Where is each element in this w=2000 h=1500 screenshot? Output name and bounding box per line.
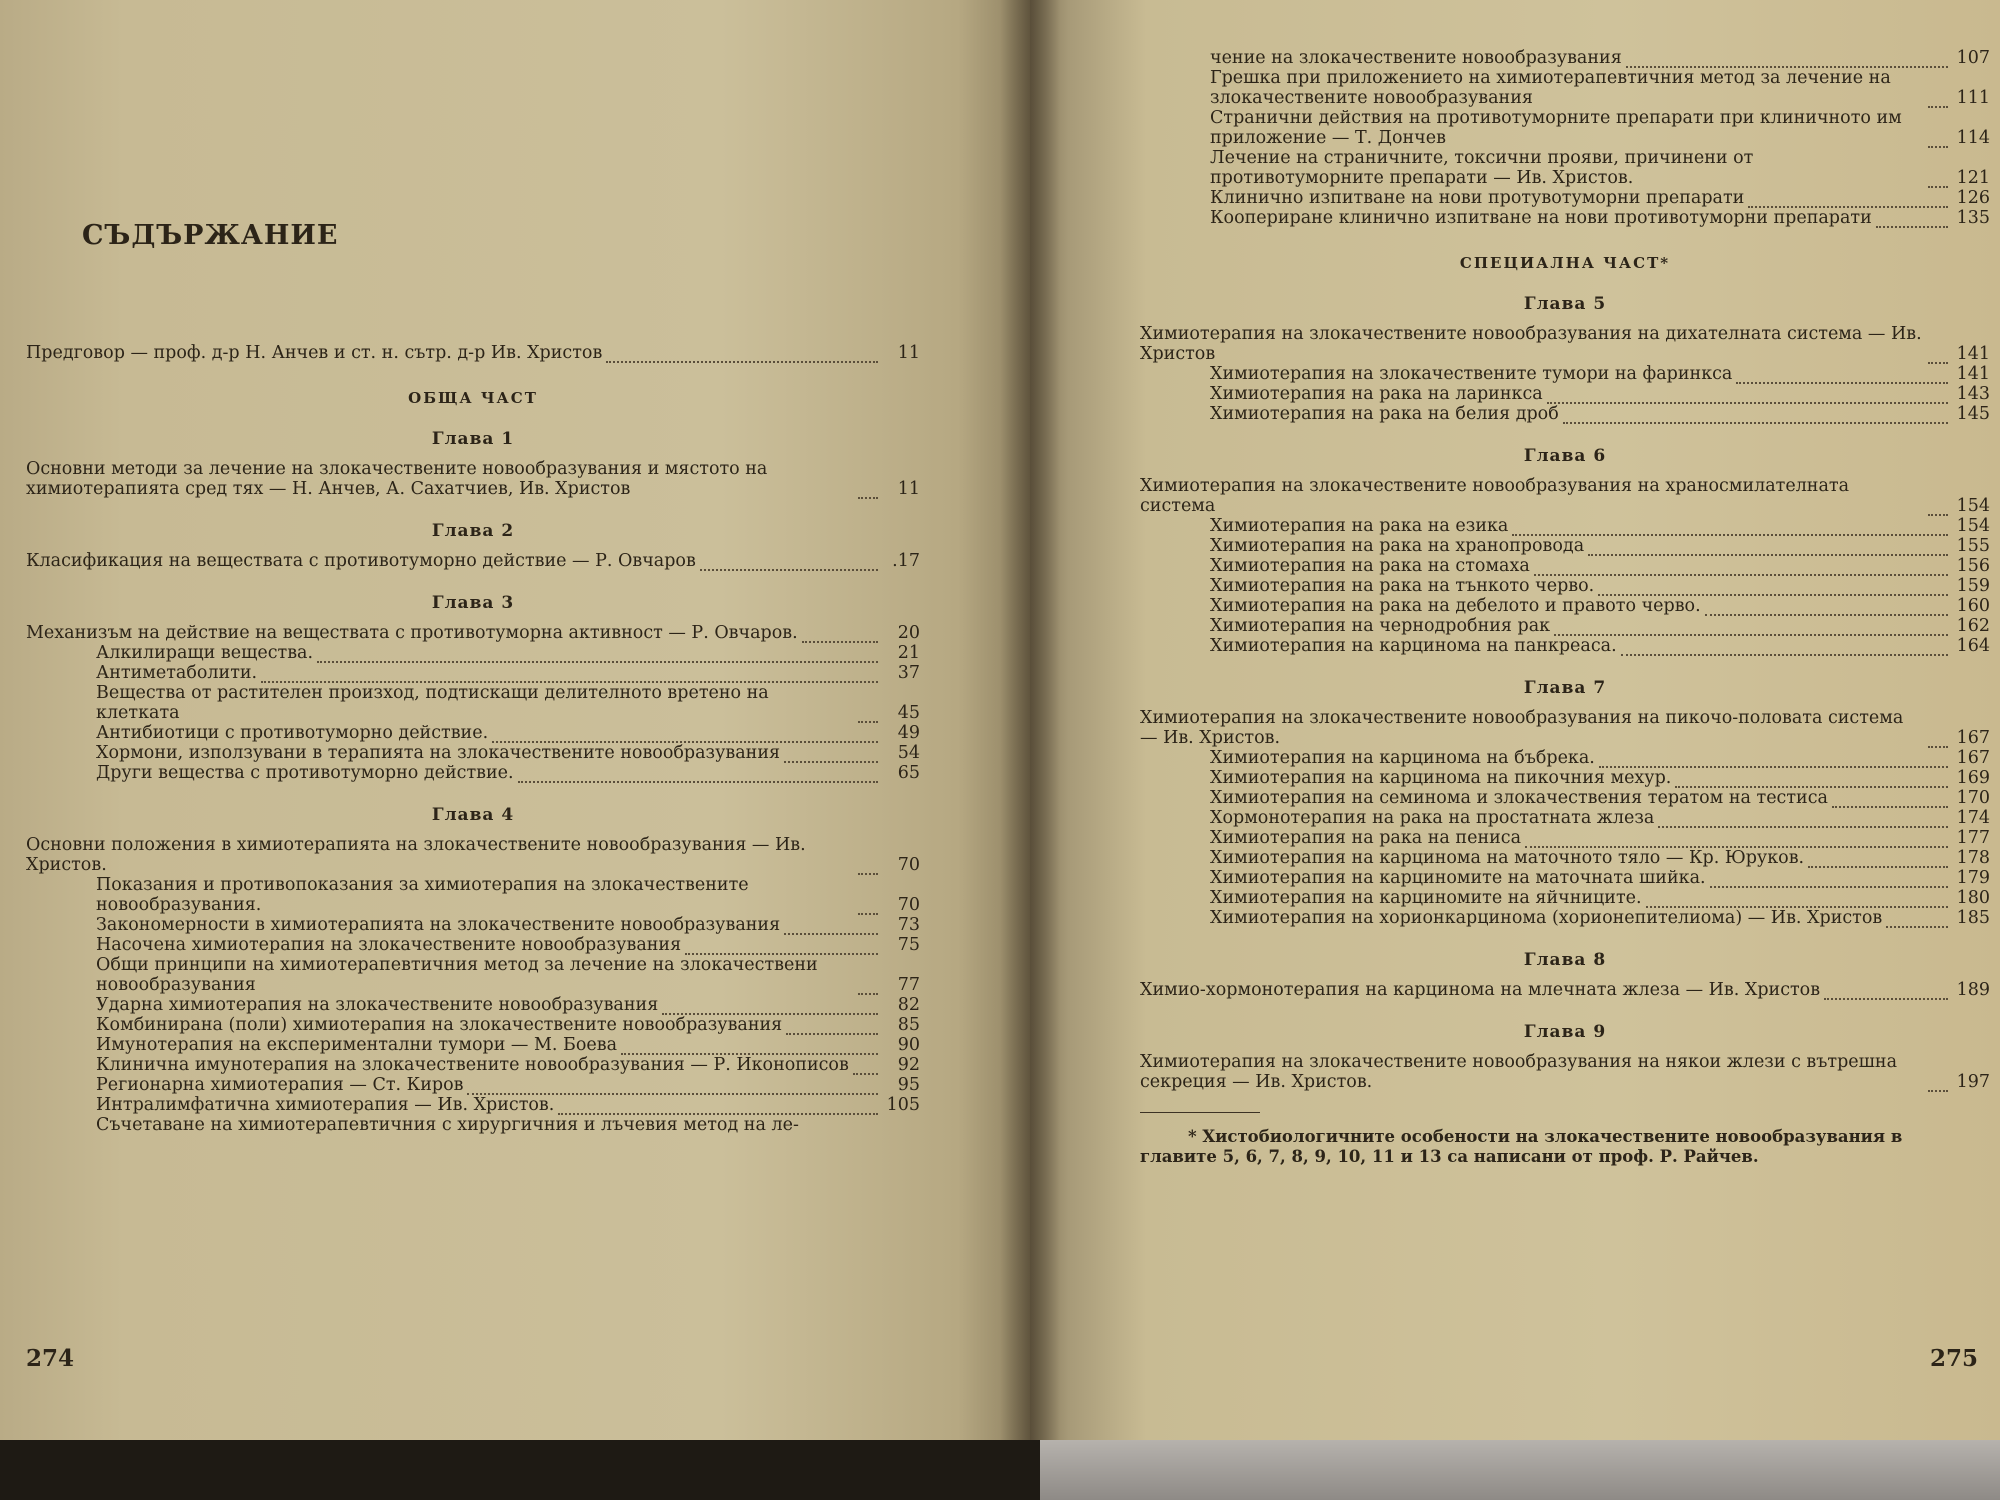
dot-leader xyxy=(1832,792,1948,808)
toc-entry xyxy=(1140,616,1990,636)
dot-leader xyxy=(317,647,878,663)
toc-entry-title: Други вещества с противотуморно действие. xyxy=(96,763,514,783)
toc-entry-page: 77 xyxy=(897,975,920,995)
dot-leader xyxy=(1886,912,1948,928)
toc-entry-page: 179 xyxy=(1956,868,1990,888)
dot-leader xyxy=(1658,812,1948,828)
toc-entry-page: 154 xyxy=(1956,516,1990,536)
dot-leader xyxy=(606,347,878,363)
toc-entry-title: чение на злокачествените новообразувания xyxy=(1210,48,1622,68)
chapter-heading: Глава 4 xyxy=(431,805,515,825)
toc-entry xyxy=(1140,848,1990,868)
chapter-heading: Глава 2 xyxy=(431,521,515,541)
toc-entry-page: 70 xyxy=(897,855,920,875)
toc-entry-page: 155 xyxy=(1956,536,1990,556)
toc-entry-page: 169 xyxy=(1956,768,1990,788)
toc-entry xyxy=(1140,536,1990,556)
toc-entry-page: 92 xyxy=(897,1055,920,1075)
dot-leader xyxy=(1928,92,1948,108)
toc-entry-title: Химиотерапия на карцинома на бъбрека. xyxy=(1210,748,1595,768)
toc-entry-title: Хормонотерапия на рака на простатната жлеза xyxy=(1210,808,1655,828)
toc-entry-page: 145 xyxy=(1956,404,1990,424)
toc-entry-page: 154 xyxy=(1956,496,1990,516)
toc-entry-title: Клинична имунотерапия на злокачествените новообразувания — Р. Иконописов xyxy=(96,1055,849,1075)
dot-leader xyxy=(1512,520,1948,536)
toc-entry xyxy=(26,1055,920,1075)
toc-entry xyxy=(26,1015,920,1035)
toc-entry-title: Химиотерапия на карцинома на пикочния мехур. xyxy=(1210,768,1672,788)
toc-entry xyxy=(1140,636,1990,656)
toc-entry xyxy=(26,683,920,723)
toc-entry-title: Комбинирана (поли) химиотерапия на злокачествените новообразувания xyxy=(96,1015,783,1035)
dot-leader xyxy=(858,899,878,915)
dot-leader xyxy=(802,627,878,643)
toc-entry-page: 189 xyxy=(1956,980,1990,1000)
toc-entry-title: Химиотерапия на карцинома на маточното тяло — Кр. Юруков. xyxy=(1210,848,1805,868)
toc-entry-page: 156 xyxy=(1956,556,1990,576)
toc-entry xyxy=(1140,384,1990,404)
dot-leader xyxy=(1621,640,1948,656)
toc-entry xyxy=(26,743,920,763)
right-page xyxy=(1030,0,2000,1440)
toc-entry-title: Химиотерапия на чернодробния рак xyxy=(1210,616,1551,636)
toc-entry xyxy=(26,915,920,935)
toc-entry-title: Химиотерапия на рака на езика xyxy=(1210,516,1509,536)
dot-leader xyxy=(1928,500,1948,516)
toc-entry xyxy=(1140,516,1990,536)
toc-entry-title: Класификация на веществата с противотуморно действие — Р. Овчаров xyxy=(26,551,696,571)
right-toc-content xyxy=(1140,48,1990,1092)
toc-entry-page: 164 xyxy=(1956,636,1990,656)
toc-entry-page: 135 xyxy=(1956,208,1990,228)
left-page xyxy=(0,0,1030,1440)
toc-entry-page: 90 xyxy=(897,1035,920,1055)
dot-leader xyxy=(558,1099,878,1115)
dot-leader xyxy=(858,483,878,499)
toc-entry xyxy=(26,835,920,875)
dot-leader xyxy=(662,999,878,1015)
toc-entry xyxy=(26,551,920,571)
toc-entry-title: Химиотерапия на рака на хранопровода xyxy=(1210,536,1585,556)
toc-entry xyxy=(1140,476,1990,516)
section-heading-special: СПЕЦИАЛНА ЧАСТ* xyxy=(1459,254,1671,272)
dot-leader xyxy=(1808,852,1948,868)
dot-leader xyxy=(261,667,878,683)
dot-leader xyxy=(1928,132,1948,148)
toc-entry-title: Химиотерапия на злокачествените новообразувания на някои жлези с вътрешна секреция — Ив. Христов. xyxy=(1140,1052,1898,1092)
toc-entry-page: 185 xyxy=(1956,908,1990,928)
dot-leader xyxy=(1705,600,1948,616)
toc-entry-page: 177 xyxy=(1956,828,1990,848)
toc-entry xyxy=(26,643,920,663)
dot-leader xyxy=(1563,408,1948,424)
footnote-divider xyxy=(1140,1112,1260,1113)
toc-title: СЪДЪРЖАНИЕ xyxy=(82,220,339,251)
toc-entry xyxy=(1140,208,1990,228)
toc-entry xyxy=(1140,48,1990,68)
toc-entry-page: 174 xyxy=(1956,808,1990,828)
toc-entry-title: Химиотерапия на злокачествените новообразувания на пикочо-половата система — Ив. Христов. xyxy=(1140,708,1904,748)
dot-leader xyxy=(685,939,878,955)
toc-entry-page: 178 xyxy=(1956,848,1990,868)
toc-entry xyxy=(1140,868,1990,888)
toc-entry-title: Предговор — проф. д-р Н. Анчев и ст. н. сътр. д-р Ив. Христов xyxy=(26,343,603,363)
toc-entry xyxy=(26,623,920,643)
toc-entry-title: Химиотерапия на злокачествените тумори на фаринкса xyxy=(1210,364,1733,384)
toc-entry-title: Механизъм на действие на веществата с противотуморна активност — Р. Овчаров. xyxy=(26,623,798,643)
section-heading-general: ОБЩА ЧАСТ xyxy=(408,389,538,407)
dot-leader xyxy=(621,1039,878,1055)
toc-entry-title: Химиотерапия на карциномите на яйчниците. xyxy=(1210,888,1642,908)
toc-entry-page: .17 xyxy=(892,551,920,571)
toc-entry xyxy=(1140,768,1990,788)
toc-entry-page: 11 xyxy=(897,479,920,499)
toc-entry-title: Антиметаболити. xyxy=(96,663,258,683)
dot-leader xyxy=(1710,872,1948,888)
footnote: * Хистобиологичните особености на злокачествените новообразувания в главите 5, 6, 7, 8, 9, 10, 11 и 13 са написани от проф. Р. Райчев. xyxy=(1140,1127,1903,1166)
dot-leader xyxy=(1928,172,1948,188)
toc-entry-title: Показания и противопоказания за химиотерапия на злокачествените новообразувания. xyxy=(96,875,749,915)
toc-entry-title: Насочена химиотерапия на злокачествените новообразувания xyxy=(96,935,682,955)
toc-entry-title: Регионарна химиотерапия — Ст. Киров xyxy=(96,1075,464,1095)
dot-leader xyxy=(1626,52,1948,68)
toc-entry-title: Интралимфатична химиотерапия — Ив. Христов. xyxy=(96,1095,555,1115)
dot-leader xyxy=(1554,620,1948,636)
toc-entry xyxy=(26,663,920,683)
toc-entry-page: 21 xyxy=(897,643,920,663)
toc-entry xyxy=(26,1075,920,1095)
toc-entry xyxy=(1140,596,1990,616)
toc-entry-page: 20 xyxy=(897,623,920,643)
dot-leader xyxy=(784,919,878,935)
dot-leader xyxy=(1748,192,1948,208)
toc-entry-page: 170 xyxy=(1956,788,1990,808)
toc-entry-title: Основни методи за лечение на злокачествените новообразувания и мястото на химиотерапията сред тях — Н. Анчев, А. Сахатчиев, Ив. Христов xyxy=(26,459,768,499)
toc-entry-page: 121 xyxy=(1956,168,1990,188)
toc-entry-title: Химиотерапия на злокачествените новообразувания на дихателната система — Ив. Христов xyxy=(1140,324,1922,364)
toc-entry-title: Химиотерапия на карцинома на панкреаса. xyxy=(1210,636,1617,656)
toc-entry xyxy=(1140,748,1990,768)
toc-entry-title: Химио-хормонотерапия на карцинома на млечната жлеза — Ив. Христов xyxy=(1140,980,1821,1000)
toc-entry-page: 75 xyxy=(897,935,920,955)
chapter-heading: Глава 6 xyxy=(1523,446,1607,466)
dot-leader xyxy=(1675,772,1948,788)
chapter-heading: Глава 5 xyxy=(1523,294,1607,314)
toc-entry xyxy=(1140,788,1990,808)
toc-entry-title: Основни положения в химиотерапията на злокачествените новообразувания — Ив. Христов. xyxy=(26,835,806,875)
dot-leader xyxy=(1928,1076,1948,1092)
toc-entry-title: Ударна химиотерапия на злокачествените новообразувания xyxy=(96,995,659,1015)
toc-entry xyxy=(1140,980,1990,1000)
toc-entry-page: 162 xyxy=(1956,616,1990,636)
chapter-heading: Глава 8 xyxy=(1523,950,1607,970)
toc-entry xyxy=(26,1035,920,1055)
toc-entry-page: 197 xyxy=(1956,1072,1990,1092)
toc-entry-title: Химиотерапия на рака на ларинкса xyxy=(1210,384,1543,404)
dot-leader xyxy=(1588,540,1948,556)
toc-entry xyxy=(1140,68,1990,108)
toc-entry-title: Антибиотици с противотуморно действие. xyxy=(96,723,489,743)
toc-entry-title: Химиотерапия на карциномите на маточната шийка. xyxy=(1210,868,1706,888)
dot-leader xyxy=(518,767,878,783)
toc-entry-title: Хормони, използувани в терапията на злокачествените новообразувания xyxy=(96,743,781,763)
toc-entry-page: 54 xyxy=(897,743,920,763)
toc-entry-title: Химиотерапия на рака на белия дроб xyxy=(1210,404,1559,424)
toc-entry-page: 167 xyxy=(1956,748,1990,768)
toc-entry-page: 107 xyxy=(1956,48,1990,68)
page-number-left: 274 xyxy=(26,1345,75,1372)
dot-leader xyxy=(1646,892,1948,908)
dot-leader xyxy=(1824,984,1948,1000)
dot-leader xyxy=(858,707,878,723)
dot-leader xyxy=(1876,212,1948,228)
toc-entry-title: Химиотерапия на рака на дебелото и правото черво. xyxy=(1210,596,1701,616)
left-toc-content xyxy=(26,343,920,1135)
toc-entry-title: Закономерности в химиотерапията на злокачествените новообразувания xyxy=(96,915,781,935)
toc-entry xyxy=(26,1095,920,1115)
toc-entry xyxy=(26,343,920,363)
toc-entry-page: 143 xyxy=(1956,384,1990,404)
toc-entry-title: Алкилиращи вещества. xyxy=(96,643,314,663)
dot-leader xyxy=(492,727,878,743)
dot-leader xyxy=(853,1059,878,1075)
toc-entry xyxy=(1140,708,1990,748)
toc-entry xyxy=(1140,148,1990,188)
toc-entry xyxy=(1140,556,1990,576)
toc-entry xyxy=(1140,404,1990,424)
dot-leader xyxy=(786,1019,878,1035)
toc-entry-page: 111 xyxy=(1956,88,1990,108)
dot-leader xyxy=(1928,732,1948,748)
toc-entry-title: Клинично изпитване на нови протувотуморни препарати xyxy=(1210,188,1745,208)
toc-entry xyxy=(26,995,920,1015)
toc-entry xyxy=(1140,828,1990,848)
toc-entry xyxy=(1140,576,1990,596)
toc-entry-page: 37 xyxy=(897,663,920,683)
toc-entry-page: 49 xyxy=(897,723,920,743)
toc-entry xyxy=(26,459,920,499)
toc-entry-title: Химиотерапия на злокачествените новообразувания на храносмилателната система xyxy=(1140,476,1850,516)
toc-entry-page: 160 xyxy=(1956,596,1990,616)
toc-entry xyxy=(26,763,920,783)
toc-entry-page: 180 xyxy=(1956,888,1990,908)
toc-entry-title: Химиотерапия на рака на пениса xyxy=(1210,828,1522,848)
dot-leader xyxy=(1525,832,1948,848)
toc-entry-page: 65 xyxy=(897,763,920,783)
toc-entry xyxy=(1140,888,1990,908)
dot-leader xyxy=(858,979,878,995)
dot-leader xyxy=(784,747,878,763)
toc-entry xyxy=(26,935,920,955)
page-number-right: 275 xyxy=(1929,1345,1978,1372)
dot-leader xyxy=(1736,368,1948,384)
toc-entry-page: 82 xyxy=(897,995,920,1015)
toc-entry-page: 141 xyxy=(1956,364,1990,384)
toc-entry-page: 105 xyxy=(886,1095,920,1115)
toc-entry xyxy=(26,723,920,743)
toc-entry xyxy=(1140,324,1990,364)
toc-entry xyxy=(1140,108,1990,148)
toc-entry-page: 141 xyxy=(1956,344,1990,364)
toc-entry xyxy=(26,1115,920,1135)
dot-leader xyxy=(1928,348,1948,364)
toc-entry-page: 11 xyxy=(897,343,920,363)
toc-entry-page: 45 xyxy=(897,703,920,723)
dot-leader xyxy=(1547,388,1948,404)
toc-entry-title: Химиотерапия на рака на стомаха xyxy=(1210,556,1530,576)
toc-entry xyxy=(26,875,920,915)
toc-entry-page: 159 xyxy=(1956,576,1990,596)
toc-entry xyxy=(1140,188,1990,208)
dot-leader xyxy=(1534,560,1948,576)
dot-leader xyxy=(858,859,878,875)
dot-leader xyxy=(1598,580,1948,596)
toc-entry xyxy=(1140,908,1990,928)
toc-entry-page: 85 xyxy=(897,1015,920,1035)
toc-entry-page: 73 xyxy=(897,915,920,935)
toc-entry-title: Общи принципи на химиотерапевтичния метод за лечение на злокачествени новообразувания xyxy=(96,955,818,995)
toc-entry-title: Имунотерапия на експериментални тумори — М. Боева xyxy=(96,1035,618,1055)
dot-leader xyxy=(467,1079,878,1095)
toc-entry-title: Химиотерапия на хорионкарцинома (хорионепителиома) — Ив. Христов xyxy=(1210,908,1883,928)
toc-entry-title: Лечение на страничните, токсични прояви, причинени от противотуморните препарати — Ив. Христов. xyxy=(1210,148,1754,188)
toc-entry-title: Грешка при приложението на химиотерапевтичния метод за лечение на злокачествените новообразувания xyxy=(1210,68,1891,108)
toc-entry-title: Коопериране клинично изпитване на нови противотуморни препарати xyxy=(1210,208,1872,228)
dot-leader xyxy=(700,555,878,571)
toc-entry xyxy=(1140,808,1990,828)
chapter-heading: Глава 9 xyxy=(1523,1022,1607,1042)
toc-entry-title: Странични действия на противотуморните препарати при клиничното им приложение — Т. Дончев xyxy=(1210,108,1902,148)
toc-entry-title: Вещества от растителен произход, подтискащи делителното вретено на клетката xyxy=(96,683,769,723)
toc-entry xyxy=(1140,1052,1990,1092)
toc-entry-page: 126 xyxy=(1956,188,1990,208)
book-edge xyxy=(1040,1440,2000,1500)
chapter-heading: Глава 3 xyxy=(431,593,515,613)
toc-entry-title: Съчетаване на химиотерапевтичния с хирургичния и лъчевия метод на ле- xyxy=(96,1115,799,1135)
toc-entry-title: Химиотерапия на рака на тънкото черво. xyxy=(1210,576,1595,596)
toc-entry xyxy=(1140,364,1990,384)
toc-entry-title: Химиотерапия на семинома и злокачествения тератом на тестиса xyxy=(1210,788,1828,808)
toc-entry-page: 167 xyxy=(1956,728,1990,748)
chapter-heading: Глава 7 xyxy=(1523,678,1607,698)
toc-entry-page: 70 xyxy=(897,895,920,915)
dot-leader xyxy=(1599,752,1948,768)
toc-entry-page: 95 xyxy=(897,1075,920,1095)
table-surface xyxy=(0,1440,2000,1500)
chapter-heading: Глава 1 xyxy=(431,429,515,449)
toc-entry-page: 114 xyxy=(1956,128,1990,148)
toc-entry xyxy=(26,955,920,995)
